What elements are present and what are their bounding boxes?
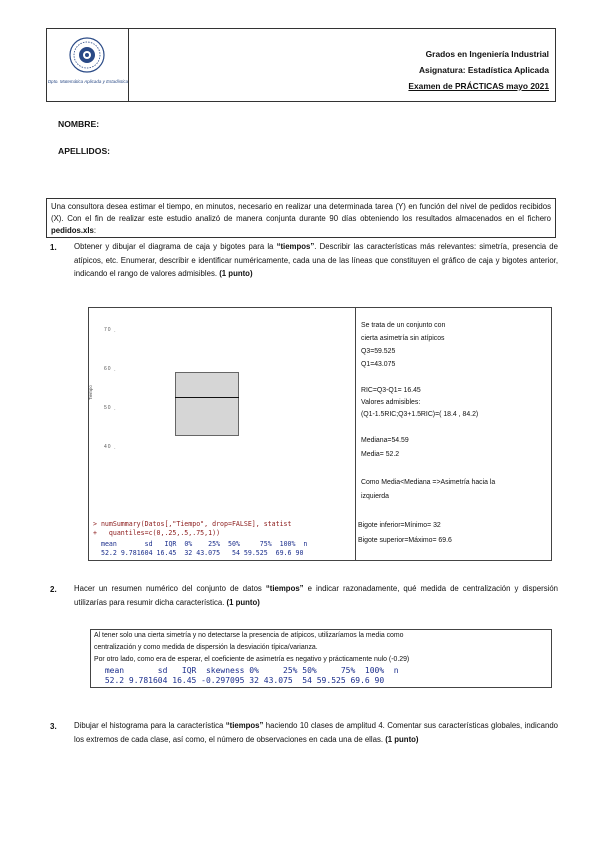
q1-answer-line: Q3=59.525 [361,348,396,355]
exam-header [46,28,556,102]
problem-statement [46,198,556,238]
name-label: NOMBRE: [58,119,100,129]
question-2-number: 2. [50,585,57,594]
q1-text-a: Obtener y dibujar el diagrama de caja y bigotes para la [74,242,277,251]
q1-variable: “tiempos” [276,242,315,251]
boxplot-box [175,372,239,436]
q2-answer-line: centralización y como medida de dispersión la desviación típica/varianza. [94,644,318,651]
q1-text-b: . Describir las características más relevantes: simetría, presencia de atípicos, etc. Enumerar, describir e identificar numéricamente, cada una de las líneas que constituyen el gráfico de caja y bigotes anterior, indicando el rango de valores admisibles. [74,242,558,279]
q1-answer-line: Bigote superior=Máximo= 69.6 [358,537,452,544]
q1-answer-line: (Q1-1.5RIC;Q3+1.5RIC)=( 18.4 , 84.2) [361,411,479,418]
q3-text-a: Dibujar el histograma para la característica [74,721,226,730]
r-output [97,540,307,557]
question-1-text [74,240,558,281]
q1-answer-line: RIC=Q3-Q1= 16.45 [361,387,421,394]
q1-answer-divider [355,307,356,561]
exam-title: Examen de PRÁCTICAS mayo 2021 [408,81,549,91]
r-command [93,520,292,537]
q1-answer-line: cierta asimetría sin atípicos [361,335,445,342]
q2-variable: “tiempos” [265,584,304,593]
r-output-header: mean sd IQR 0% 25% 50% 75% 100% n [97,540,308,548]
question-3-text [74,719,558,746]
problem-text: Una consultora desea estimar el tiempo, en minutos, necesario en realizar una determinada tarea (Y) en función del nivel de pedidos recibidos (X). Con el fin de realizar este estudio analizó de manera conjunta durante 90 días obteniendo los resultados almacenados en el fichero [51,202,551,224]
surnames-label: APELLIDOS: [58,146,111,156]
question-3-number: 3. [50,722,57,731]
degree-title: Grados en Ingeniería Industrial [425,49,549,59]
q2-r-output-header: mean sd IQR skewness 0% 25% 50% 75% 100% n [100,666,399,675]
q2-text-b: e indicar razonadamente, qué medida de centralización y dispersión utilizarías para resumir dicha característica. [74,584,558,607]
data-file-name: pedidos.xls [51,226,94,236]
y-tick-70: 70 [104,327,112,333]
y-tick-50: 50 [104,405,112,411]
y-axis-label: Tiempo [88,385,93,400]
y-tick-40: 40 [104,444,112,450]
q1-answer-line: Se trata de un conjunto con [361,322,446,329]
y-tick-60: 60 [104,366,112,372]
question-1-number: 1. [50,243,57,252]
q2-r-output-values: 52.2 9.781604 16.45 -0.297095 32 43.075 54 59.525 69.6 90 [100,676,385,685]
q1-answer-line: Mediana=54.59 [361,437,409,444]
q2-points: (1 punto) [226,597,260,607]
q1-answer-line: Bigote inferior=Mínimo= 32 [358,522,441,529]
q1-answer-line: Q1=43.075 [361,361,396,368]
boxplot-median-line [175,397,239,398]
q1-points: (1 punto) [219,269,253,279]
q3-points: (1 punto) [385,734,419,744]
r-command-line-2: + quantiles=c(0,.25,.5,.75,1)) [93,528,221,537]
q3-text-b: haciendo 10 clases de amplitud 4. Comentar sus características globales, indicando los extremos de cada clase, así como, el número de observaciones en cada una de ellas. [74,721,558,744]
q1-answer-line: Valores admisibles: [361,399,421,406]
r-command-line-1: > numSummary(Datos[,"Tiempo", drop=FALSE], statist [93,520,292,528]
q2-text-a: Hacer un resumen numérico del conjunto de datos [74,584,266,593]
department-name: Dpto. Matemática Aplicada y Estadística [47,79,129,84]
problem-text-end: : [93,226,97,236]
q1-answer-line: Como Media<Mediana =>Asimetría hacia la [361,479,496,486]
q3-variable: “tiempos” [225,721,264,730]
question-2-text [74,582,558,609]
q2-answer-line: Por otro lado, como era de esperar, el coeficiente de asimetría es negativo y prácticamente nulo (-0.29) [94,656,410,663]
course-title: Asignatura: Estadística Aplicada [418,65,549,75]
r-output-values: 52.2 9.781604 16.45 32 43.075 54 59.525 69.6 90 [97,548,304,557]
university-logo-icon [69,37,105,73]
logo-cell [47,29,129,101]
q2-answer-line: Al tener solo una cierta simetría y no detectarse la presencia de atípicos, utilizaríamos la media como [94,632,404,639]
q1-answer-line: Media= 52.2 [361,451,400,458]
q1-answer-line: izquierda [361,493,389,500]
